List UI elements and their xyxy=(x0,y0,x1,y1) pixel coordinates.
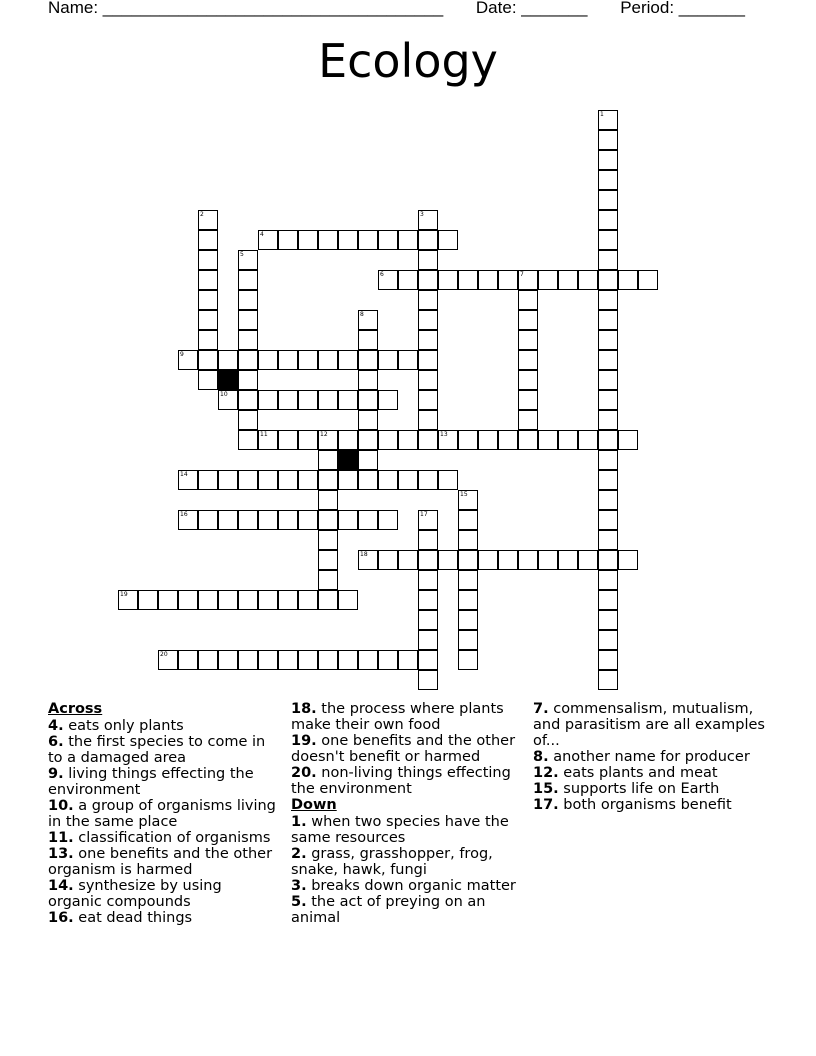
grid-cell[interactable] xyxy=(298,650,318,670)
down-clue xyxy=(533,797,765,813)
grid-cell[interactable] xyxy=(598,570,618,590)
grid-cell[interactable] xyxy=(598,230,618,250)
clue-number: 10. xyxy=(48,798,74,814)
grid-cell[interactable] xyxy=(258,390,278,410)
clue-number-label: 6 xyxy=(380,271,384,278)
grid-cell[interactable] xyxy=(198,650,218,670)
clue-number: 9. xyxy=(48,766,64,782)
grid-cell[interactable] xyxy=(258,470,278,490)
across-clue xyxy=(48,766,280,798)
down-clue xyxy=(533,765,765,781)
grid-cell[interactable] xyxy=(458,430,478,450)
grid-cell[interactable] xyxy=(358,470,378,490)
grid-cell[interactable] xyxy=(418,670,438,690)
grid-cell[interactable] xyxy=(378,350,398,370)
grid-cell[interactable] xyxy=(278,350,298,370)
grid-cell[interactable] xyxy=(238,270,258,290)
grid-cell[interactable] xyxy=(598,310,618,330)
grid-cell[interactable] xyxy=(338,590,358,610)
grid-cell[interactable] xyxy=(418,230,438,250)
clue-number-label: 9 xyxy=(180,351,184,358)
grid-cell[interactable] xyxy=(298,390,318,410)
date-field-label[interactable]: Date: _______ xyxy=(475,0,588,17)
grid-cell[interactable] xyxy=(598,150,618,170)
clue-number: 6. xyxy=(48,734,64,750)
clue-number-label: 18 xyxy=(360,551,368,558)
grid-cell[interactable] xyxy=(258,510,278,530)
grid-cell[interactable] xyxy=(298,230,318,250)
grid-cell[interactable] xyxy=(198,470,218,490)
grid-cell[interactable] xyxy=(518,390,538,410)
grid-cell[interactable] xyxy=(238,310,258,330)
grid-cell[interactable] xyxy=(598,370,618,390)
grid-cell[interactable] xyxy=(598,250,618,270)
grid-cell[interactable] xyxy=(238,390,258,410)
grid-cell[interactable] xyxy=(438,270,458,290)
clue-number: 15. xyxy=(533,781,559,797)
grid-cell[interactable] xyxy=(598,390,618,410)
grid-cell[interactable] xyxy=(418,630,438,650)
grid-cell[interactable] xyxy=(418,470,438,490)
clue-number: 20. xyxy=(291,765,317,781)
grid-cell[interactable] xyxy=(418,390,438,410)
grid-cell[interactable] xyxy=(498,550,518,570)
grid-cell[interactable] xyxy=(578,270,598,290)
grid-cell[interactable] xyxy=(598,470,618,490)
clue-number-label: 1 xyxy=(600,111,604,118)
grid-cell[interactable] xyxy=(558,270,578,290)
down-clue xyxy=(291,878,523,894)
grid-cell[interactable] xyxy=(418,330,438,350)
grid-cell[interactable] xyxy=(378,470,398,490)
grid-cell[interactable] xyxy=(238,590,258,610)
grid-cell[interactable] xyxy=(598,450,618,470)
grid-cell[interactable] xyxy=(518,350,538,370)
grid-cell[interactable] xyxy=(318,490,338,510)
grid-cell[interactable] xyxy=(318,570,338,590)
grid-cell[interactable] xyxy=(418,590,438,610)
grid-cell[interactable] xyxy=(238,290,258,310)
grid-cell[interactable] xyxy=(398,270,418,290)
grid-cell[interactable] xyxy=(218,350,238,370)
clue-number-label: 5 xyxy=(240,251,244,258)
clue-number: 16. xyxy=(48,910,74,926)
grid-cell[interactable] xyxy=(238,370,258,390)
grid-cell[interactable] xyxy=(398,230,418,250)
grid-cell[interactable] xyxy=(358,510,378,530)
grid-cell[interactable] xyxy=(458,650,478,670)
grid-cell[interactable] xyxy=(598,430,618,450)
clue-number: 12. xyxy=(533,765,559,781)
across-clue xyxy=(291,765,523,797)
grid-cell[interactable] xyxy=(238,330,258,350)
down-clue xyxy=(291,846,523,878)
grid-cell[interactable] xyxy=(358,330,378,350)
grid-cell[interactable] xyxy=(558,550,578,570)
clue-text: grass, grasshopper, frog, snake, hawk, fungi xyxy=(291,846,493,878)
grid-cell[interactable] xyxy=(318,650,338,670)
grid-cell[interactable] xyxy=(238,430,258,450)
grid-cell[interactable] xyxy=(598,510,618,530)
grid-cell[interactable] xyxy=(198,250,218,270)
grid-cell[interactable] xyxy=(398,430,418,450)
grid-cell[interactable] xyxy=(598,550,618,570)
clue-number-label: 15 xyxy=(460,491,468,498)
clue-number: 8. xyxy=(533,749,549,765)
grid-cell[interactable] xyxy=(318,350,338,370)
grid-cell[interactable] xyxy=(458,550,478,570)
grid-cell[interactable] xyxy=(298,510,318,530)
clue-text: eats plants and meat xyxy=(563,765,718,781)
grid-cell[interactable] xyxy=(198,330,218,350)
clue-column-3 xyxy=(533,701,765,813)
clue-text: a group of organisms living in the same place xyxy=(48,798,276,830)
clue-number: 1. xyxy=(291,814,307,830)
clue-text: classification of organisms xyxy=(78,830,271,846)
grid-cell[interactable] xyxy=(418,430,438,450)
clue-number: 17. xyxy=(533,797,559,813)
clue-number: 14. xyxy=(48,878,74,894)
across-clue xyxy=(48,718,280,734)
grid-cell[interactable] xyxy=(358,410,378,430)
grid-cell[interactable] xyxy=(358,430,378,450)
grid-cell[interactable] xyxy=(538,270,558,290)
grid-cell[interactable] xyxy=(258,650,278,670)
grid-cell[interactable] xyxy=(298,430,318,450)
grid-cell[interactable] xyxy=(598,590,618,610)
grid-cell[interactable] xyxy=(458,510,478,530)
grid-cell[interactable] xyxy=(258,590,278,610)
grid-cell[interactable] xyxy=(458,630,478,650)
grid-cell[interactable] xyxy=(438,230,458,250)
grid-cell[interactable] xyxy=(218,510,238,530)
clue-number-label: 16 xyxy=(180,511,188,518)
grid-cell[interactable] xyxy=(378,510,398,530)
grid-cell[interactable] xyxy=(258,350,278,370)
clue-number-label: 14 xyxy=(180,471,188,478)
clue-number-label: 13 xyxy=(440,431,448,438)
grid-cell[interactable] xyxy=(598,670,618,690)
clue-text: living things effecting the environment xyxy=(48,766,254,798)
grid-cell[interactable] xyxy=(338,350,358,370)
clue-number: 11. xyxy=(48,830,74,846)
grid-cell[interactable] xyxy=(138,590,158,610)
clue-text: when two species have the same resources xyxy=(291,814,509,846)
grid-cell[interactable] xyxy=(218,590,238,610)
grid-cell[interactable] xyxy=(598,290,618,310)
grid-cell[interactable] xyxy=(418,530,438,550)
grid-cell[interactable] xyxy=(598,610,618,630)
grid-cell[interactable] xyxy=(478,550,498,570)
grid-cell[interactable] xyxy=(418,350,438,370)
grid-cell[interactable] xyxy=(198,270,218,290)
grid-cell[interactable] xyxy=(518,330,538,350)
grid-cell[interactable] xyxy=(378,430,398,450)
grid-cell[interactable] xyxy=(418,650,438,670)
grid-cell[interactable] xyxy=(338,510,358,530)
grid-cell[interactable] xyxy=(378,550,398,570)
grid-cell[interactable] xyxy=(198,310,218,330)
clue-number-label: 7 xyxy=(520,271,524,278)
grid-cell[interactable] xyxy=(598,270,618,290)
across-clue xyxy=(48,878,280,910)
grid-cell[interactable] xyxy=(458,530,478,550)
across-clue xyxy=(48,830,280,846)
down-clue xyxy=(533,781,765,797)
grid-cell[interactable] xyxy=(338,230,358,250)
grid-cell[interactable] xyxy=(458,570,478,590)
clue-number-label: 11 xyxy=(260,431,268,438)
grid-cell[interactable] xyxy=(318,550,338,570)
grid-cell[interactable] xyxy=(198,350,218,370)
grid-cell[interactable] xyxy=(478,270,498,290)
grid-cell[interactable] xyxy=(378,390,398,410)
grid-cell[interactable] xyxy=(238,510,258,530)
grid-cell[interactable] xyxy=(198,510,218,530)
grid-cell[interactable] xyxy=(598,330,618,350)
grid-cell[interactable] xyxy=(358,450,378,470)
grid-cell[interactable] xyxy=(238,350,258,370)
clue-number: 7. xyxy=(533,701,549,717)
grid-cell[interactable] xyxy=(518,290,538,310)
down-clue xyxy=(291,894,523,926)
grid-cell[interactable] xyxy=(418,370,438,390)
grid-cell[interactable] xyxy=(398,350,418,370)
grid-cell[interactable] xyxy=(518,310,538,330)
grid-cell[interactable] xyxy=(378,230,398,250)
grid-cell[interactable] xyxy=(338,390,358,410)
grid-cell[interactable] xyxy=(618,430,638,450)
clue-text: another name for producer xyxy=(553,749,750,765)
grid-cell[interactable] xyxy=(598,650,618,670)
grid-cell[interactable] xyxy=(198,590,218,610)
clue-number: 18. xyxy=(291,701,317,717)
grid-cell[interactable] xyxy=(478,430,498,450)
clue-number-label: 12 xyxy=(320,431,328,438)
clue-text: one benefits and the other organism is harmed xyxy=(48,846,273,878)
clue-text: eats only plants xyxy=(68,718,184,734)
grid-cell[interactable] xyxy=(318,450,338,470)
grid-cell[interactable] xyxy=(278,650,298,670)
grid-cell[interactable] xyxy=(418,550,438,570)
clue-number-label: 8 xyxy=(360,311,364,318)
clue-number: 19. xyxy=(291,733,317,749)
grid-cell[interactable] xyxy=(358,650,378,670)
grid-cell[interactable] xyxy=(198,290,218,310)
grid-cell[interactable] xyxy=(278,510,298,530)
grid-cell[interactable] xyxy=(198,370,218,390)
grid-cell[interactable] xyxy=(278,390,298,410)
clue-text: the act of preying on an animal xyxy=(291,894,486,926)
grid-cell[interactable] xyxy=(278,590,298,610)
grid-cell[interactable] xyxy=(598,190,618,210)
grid-cell[interactable] xyxy=(278,430,298,450)
grid-cell[interactable] xyxy=(418,570,438,590)
clue-text: breaks down organic matter xyxy=(311,878,516,894)
grid-cell[interactable] xyxy=(398,650,418,670)
across-heading: Across xyxy=(48,701,103,717)
clue-text: eat dead things xyxy=(78,910,193,926)
grid-cell[interactable] xyxy=(398,470,418,490)
grid-block-cell xyxy=(338,450,358,470)
grid-cell[interactable] xyxy=(418,610,438,630)
clue-number: 4. xyxy=(48,718,64,734)
grid-cell[interactable] xyxy=(438,470,458,490)
clue-number-label: 4 xyxy=(260,231,264,238)
clue-number: 3. xyxy=(291,878,307,894)
down-heading: Down xyxy=(291,797,337,813)
clue-number-label: 19 xyxy=(120,591,128,598)
grid-cell[interactable] xyxy=(438,550,458,570)
grid-cell[interactable] xyxy=(618,270,638,290)
grid-cell[interactable] xyxy=(598,170,618,190)
grid-cell[interactable] xyxy=(418,310,438,330)
grid-cell[interactable] xyxy=(318,470,338,490)
grid-cell[interactable] xyxy=(178,650,198,670)
grid-cell[interactable] xyxy=(518,410,538,430)
grid-cell[interactable] xyxy=(298,590,318,610)
clue-number: 2. xyxy=(291,846,307,862)
clue-text: non-living things effecting the environment xyxy=(291,765,511,797)
grid-cell[interactable] xyxy=(358,230,378,250)
grid-cell[interactable] xyxy=(498,270,518,290)
grid-cell[interactable] xyxy=(598,630,618,650)
across-clue xyxy=(48,910,280,926)
grid-cell[interactable] xyxy=(278,230,298,250)
name-field-label[interactable]: Name: ____________________________________ xyxy=(48,0,444,17)
grid-cell[interactable] xyxy=(338,430,358,450)
grid-cell[interactable] xyxy=(538,550,558,570)
grid-cell[interactable] xyxy=(458,590,478,610)
grid-cell[interactable] xyxy=(298,350,318,370)
grid-cell[interactable] xyxy=(338,470,358,490)
clue-number: 5. xyxy=(291,894,307,910)
across-clue xyxy=(48,798,280,830)
across-clue xyxy=(291,733,523,765)
grid-cell[interactable] xyxy=(158,590,178,610)
grid-cell[interactable] xyxy=(238,470,258,490)
grid-block-cell xyxy=(218,370,238,390)
grid-cell[interactable] xyxy=(598,210,618,230)
grid-cell[interactable] xyxy=(318,510,338,530)
grid-cell[interactable] xyxy=(618,550,638,570)
clue-number: 13. xyxy=(48,846,74,862)
grid-cell[interactable] xyxy=(598,490,618,510)
grid-cell[interactable] xyxy=(358,350,378,370)
grid-cell[interactable] xyxy=(358,370,378,390)
grid-cell[interactable] xyxy=(238,410,258,430)
grid-cell[interactable] xyxy=(598,350,618,370)
clue-column-2 xyxy=(291,701,523,926)
clue-number-label: 2 xyxy=(200,211,204,218)
across-clue xyxy=(48,846,280,878)
grid-cell[interactable] xyxy=(218,650,238,670)
grid-cell[interactable] xyxy=(458,270,478,290)
across-clue xyxy=(48,734,280,766)
grid-cell[interactable] xyxy=(598,410,618,430)
grid-cell[interactable] xyxy=(558,430,578,450)
clue-text: synthesize by using organic compounds xyxy=(48,878,222,910)
grid-cell[interactable] xyxy=(418,290,438,310)
grid-cell[interactable] xyxy=(318,390,338,410)
down-clue xyxy=(533,749,765,765)
grid-cell[interactable] xyxy=(418,270,438,290)
grid-cell[interactable] xyxy=(238,650,258,670)
grid-cell[interactable] xyxy=(278,470,298,490)
grid-cell[interactable] xyxy=(458,610,478,630)
across-clue xyxy=(291,701,523,733)
down-clue xyxy=(291,814,523,846)
grid-cell[interactable] xyxy=(198,230,218,250)
grid-cell[interactable] xyxy=(498,430,518,450)
clue-text: supports life on Earth xyxy=(563,781,720,797)
grid-cell[interactable] xyxy=(338,650,358,670)
grid-cell[interactable] xyxy=(598,130,618,150)
grid-cell[interactable] xyxy=(378,650,398,670)
clue-number-label: 20 xyxy=(160,651,168,658)
grid-cell[interactable] xyxy=(578,430,598,450)
clue-number-label: 3 xyxy=(420,211,424,218)
grid-cell[interactable] xyxy=(538,430,558,450)
grid-cell[interactable] xyxy=(318,530,338,550)
grid-cell[interactable] xyxy=(218,470,238,490)
clue-text: one benefits and the other doesn't benefit or harmed xyxy=(291,733,516,765)
grid-cell[interactable] xyxy=(518,550,538,570)
down-clue xyxy=(533,701,765,749)
clue-column-1 xyxy=(48,701,280,926)
grid-cell[interactable] xyxy=(418,250,438,270)
period-field-label[interactable]: Period: _______ xyxy=(620,0,745,17)
clue-text: the first species to come in to a damaged area xyxy=(48,734,266,766)
clue-number-label: 17 xyxy=(420,511,428,518)
grid-cell[interactable] xyxy=(178,590,198,610)
grid-cell[interactable] xyxy=(638,270,658,290)
grid-cell[interactable] xyxy=(398,550,418,570)
grid-cell[interactable] xyxy=(518,430,538,450)
grid-cell[interactable] xyxy=(418,410,438,430)
grid-cell[interactable] xyxy=(318,590,338,610)
grid-cell[interactable] xyxy=(318,230,338,250)
grid-cell[interactable] xyxy=(598,530,618,550)
grid-cell[interactable] xyxy=(578,550,598,570)
clue-text: both organisms benefit xyxy=(563,797,732,813)
puzzle-title: Ecology xyxy=(318,34,498,88)
clue-text: the process where plants make their own food xyxy=(291,701,504,733)
grid-cell[interactable] xyxy=(298,470,318,490)
grid-cell[interactable] xyxy=(518,370,538,390)
clue-number-label: 10 xyxy=(220,391,228,398)
grid-cell[interactable] xyxy=(358,390,378,410)
clue-text: commensalism, mutualism, and parasitism are all examples of... xyxy=(533,701,765,749)
